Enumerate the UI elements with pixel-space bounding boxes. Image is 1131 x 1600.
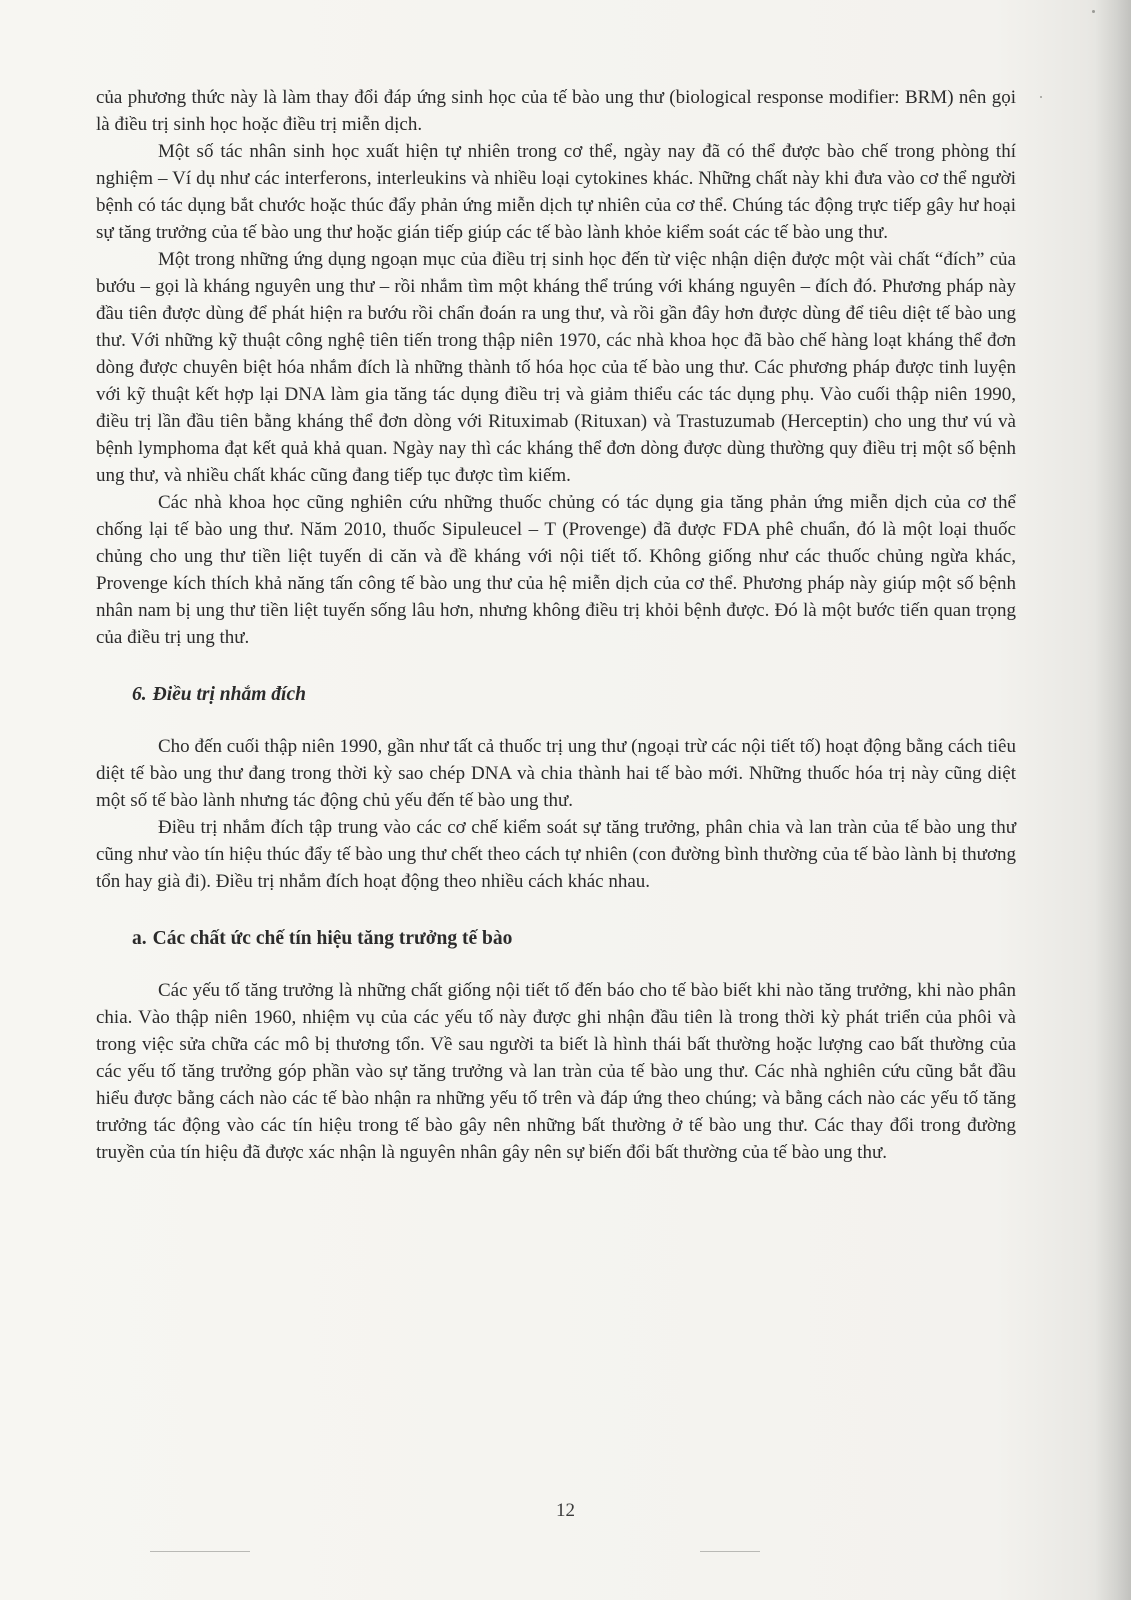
- footer-rule-right: [700, 1551, 760, 1552]
- section-6-title: Điều trị nhắm đích: [152, 684, 306, 705]
- paragraph-growth-factors: Các yếu tố tăng trưởng là những chất giống nội tiết tố đến báo cho tế bào biết khi nào tăng trưởng, khi nào phân chia. Vào thập niên 1960, nhiệm vụ của các yếu tố này được ghi nhận đầu tiên là trong thời kỳ phát triển của phôi và trong việc sửa chữa các mô bị thương tổn. Về sau người ta biết là hình thái bất thường hoặc lượng cao bất thường của các yếu tố tăng trưởng góp phần vào sự tăng trưởng và lan tràn của tế bào ung thư. Các nhà nghiên cứu cũng bắt đầu hiểu được bằng cách nào các tế bào nhận ra những yếu tố trên và đáp ứng theo chúng; và bằng cách nào các yếu tố tăng trưởng tác động vào các tín hiệu trong tế bào gây nên những bất thường ở tế bào ung thư. Các thay đổi trong đường truyền của tín hiệu đã được xác nhận là nguyên nhân gây nên sự biến đổi bất thường của tế bào ung thư.: [96, 980, 1016, 1163]
- section-6-number: 6.: [132, 684, 147, 705]
- section-a-number: a.: [132, 928, 147, 949]
- document-body: [96, 84, 1016, 1166]
- paragraph-targeted-intro: Cho đến cuối thập niên 1990, gần như tất cả thuốc trị ung thư (ngoại trừ các nội tiết tố) hoạt động bằng cách tiêu diệt tế bào ung thư đang trong thời kỳ sao chép DNA và chia thành hai tế bào mới. Những thuốc hóa trị này cũng diệt một số tế bào lành nhưng tác động chủ yếu đến tế bào ung thư.: [96, 736, 1016, 811]
- footer-rule-left: [150, 1551, 250, 1552]
- paragraph-biological-agents: Một số tác nhân sinh học xuất hiện tự nhiên trong cơ thể, ngày nay đã có thể được bào chế trong phòng thí nghiệm – Ví dụ như các interferons, interleukins và nhiều loại cytokines khác. Những chất này khi đưa vào cơ thể người bệnh có tác dụng bắt chước hoặc thúc đẩy phản ứng miễn dịch tự nhiên của cơ thể. Chúng tác động trực tiếp gây hư hoại sự tăng trưởng của tế bào ung thư hoặc gián tiếp giúp các tế bào lành khỏe kiểm soát các tế bào ung thư.: [96, 141, 1016, 243]
- paragraph-vaccines: Các nhà khoa học cũng nghiên cứu những thuốc chủng có tác dụng gia tăng phản ứng miễn dịch của cơ thể chống lại tế bào ung thư. Năm 2010, thuốc Sipuleucel – T (Provenge) đã được FDA phê chuẩn, đó là một loại thuốc chủng cho ung thư tiền liệt tuyến di căn và đề kháng với nội tiết tố. Không giống như các thuốc chủng ngừa khác, Provenge kích thích khả năng tấn công tế bào ung thư của hệ miễn dịch của cơ thể. Phương pháp này giúp một số bệnh nhân nam bị ung thư tiền liệt tuyến sống lâu hơn, nhưng không điều trị khỏi bệnh được. Đó là một bước tiến quan trọng của điều trị ung thư.: [96, 492, 1016, 648]
- section-a-heading: [96, 925, 1016, 952]
- scan-shadow-edge: [1095, 0, 1131, 1600]
- paragraph-monoclonal-antibodies: Một trong những ứng dụng ngoạn mục của điều trị sinh học đến từ việc nhận diện được một vài chất “đích” của bướu – gọi là kháng nguyên ung thư – rồi nhắm tìm một kháng thể trúng với kháng nguyên – đích đó. Phương pháp này đầu tiên được dùng để phát hiện ra bướu rồi chẩn đoán ra ung thư, và rồi gần đây hơn được dùng để tiêu diệt tế bào ung thư. Với những kỹ thuật công nghệ tiên tiến trong thập niên 1970, các nhà khoa học đã bào chế hàng loạt kháng thể đơn dòng được chuyên biệt hóa nhắm đích là những thành tố hóa học của tế bào ung thư. Các phương pháp được tinh luyện với kỹ thuật kết hợp lại DNA làm gia tăng tác dụng điều trị và giảm thiểu các tác dụng phụ. Vào cuối thập niên 1990, điều trị lần đầu tiên bằng kháng thể đơn dòng với Rituximab (Rituxan) và Trastuzumab (Herceptin) cho ung thư vú và bệnh lymphoma đạt kết quả khả quan. Ngày nay thì các kháng thể đơn dòng được dùng thường quy điều trị một số bệnh ung thư, và nhiều chất khác cũng đang tiếp tục được tìm kiếm.: [96, 249, 1016, 486]
- scan-speck: [1092, 10, 1095, 13]
- scan-speck: [1040, 96, 1042, 98]
- section-a-title: Các chất ức chế tín hiệu tăng trưởng tế bào: [152, 928, 513, 949]
- paragraph-continued: của phương thức này là làm thay đổi đáp ứng sinh học của tế bào ung thư (biological response modifier: BRM) nên gọi là điều trị sinh học hoặc điều trị miễn dịch.: [96, 87, 1016, 135]
- section-6-heading: [96, 681, 1016, 708]
- page-number: 12: [556, 1500, 575, 1521]
- paragraph-targeted-mechanisms: Điều trị nhắm đích tập trung vào các cơ chế kiểm soát sự tăng trưởng, phân chia và lan tràn của tế bào ung thư cũng như vào tín hiệu thúc đẩy tế bào ung thư chết theo cách tự nhiên (con đường bình thường của tế bào lành bị thương tổn hay già đi). Điều trị nhắm đích hoạt động theo nhiều cách khác nhau.: [96, 817, 1016, 892]
